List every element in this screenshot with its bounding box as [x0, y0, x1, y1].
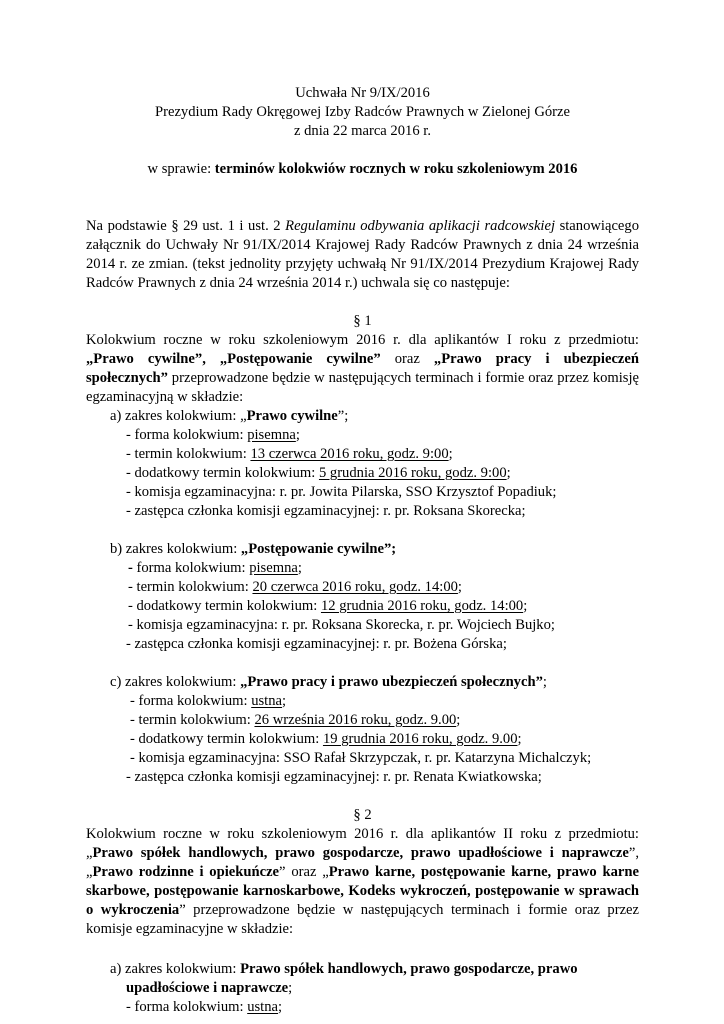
- s2a-forma-value: ustna: [247, 999, 279, 1015]
- s1-intro-part3: przeprowadzone będzie w następujących terminach i formie oraz przez komisję egzaminacyjną w składzie:: [86, 370, 639, 405]
- s1b-forma-value: pisemna: [249, 560, 298, 576]
- s1c-termin-label: - termin kolokwium:: [130, 712, 255, 728]
- s1c-dod-value: 19 grudnia 2016 roku, godz. 9.00: [322, 731, 518, 747]
- s1b-label: b) zakres kolokwium:: [110, 541, 241, 557]
- s1b-zastepca: - zastępca członka komisji egzaminacyjnej: r. pr. Bożena Górska;: [126, 636, 507, 652]
- s1c-scope: [86, 673, 639, 692]
- s1b-dod-label: - dodatkowy termin kolokwium:: [128, 598, 321, 614]
- preamble-part1: Na podstawie § 29 ust. 1 i ust. 2: [86, 218, 286, 234]
- preamble-italic: Regulaminu odbywania aplikacji radcowskiej: [285, 218, 556, 234]
- s1a-label: a) zakres kolokwium: „: [110, 408, 247, 424]
- section-1-intro: [86, 331, 639, 407]
- s2a-bold-line1: Prawo spółek handlowych, prawo gospodarcze, prawo: [240, 961, 578, 977]
- preamble: [86, 217, 639, 293]
- subject-bold: terminów kolokwiów rocznych w roku szkoleniowym 2016: [214, 161, 578, 177]
- preamble-part2: stanowiącego załącznik do Uchwały Nr 91/IX/2014 Krajowej Rady Radców Prawnych z dnia 24 września 2014 r. ze zmian. (tekst jednolity przyjęty uchwałą Nr 91/IX/2014 Prezydium Krajowej Rady Radców Prawnych z dnia 24 września 2014 r.) uchwala się co następuje:: [86, 218, 640, 291]
- section-2-item-a: [86, 960, 639, 1017]
- resolution-subject: [86, 160, 639, 179]
- s2a-scope-cont: [86, 979, 639, 998]
- resolution-date: z dnia 22 marca 2016 r.: [294, 123, 431, 139]
- s1c-forma-label: - forma kolokwium:: [130, 693, 252, 709]
- s2a-forma: [86, 998, 639, 1017]
- section-1-item-a: [86, 407, 639, 521]
- s1b-forma: - forma kolokwium: pisemna;: [128, 560, 302, 576]
- s2-intro-bold1: Prawo spółek handlowych, prawo gospodarcze, prawo upadłościowe i naprawcze: [92, 845, 629, 861]
- s1a-dodatkowy: - dodatkowy termin kolokwium: 5 grudnia 2016 roku, godz. 9:00;: [126, 465, 511, 481]
- s1a-termin: - termin kolokwium: 13 czerwca 2016 roku, godz. 9:00;: [126, 446, 453, 462]
- subject-prefix: w sprawie:: [147, 161, 215, 177]
- s1c-forma: - forma kolokwium: ustna;: [130, 693, 287, 709]
- s1c-bold: „Prawo pracy i prawo ubezpieczeń społecznych”: [240, 674, 543, 690]
- s1a-dod-value: 5 grudnia 2016 roku, godz. 9:00: [318, 465, 507, 481]
- s2-intro-bold2: Prawo rodzinne i opiekuńcze: [92, 864, 280, 880]
- s1c-termin: - termin kolokwium: 26 września 2016 roku, godz. 9.00;: [130, 712, 461, 728]
- s1b-scope: [86, 540, 639, 559]
- s2a-after: ;: [288, 980, 293, 996]
- s1c-komisja: - komisja egzaminacyjna: SSO Rafał Skrzypczak, r. pr. Katarzyna Michalczyk;: [130, 750, 592, 766]
- s1b-forma-label: forma kolokwium:: [136, 560, 250, 576]
- s1b-termin-value: 20 czerwca 2016 roku, godz. 14:00: [252, 579, 458, 595]
- s2a-label: a) zakres kolokwium:: [110, 961, 241, 977]
- s2a-forma-after: ;: [278, 999, 283, 1015]
- s1a-termin-label: - termin kolokwium:: [126, 446, 251, 462]
- issuing-body: Prezydium Rady Okręgowej Izby Radców Prawnych w Zielonej Górze: [155, 104, 570, 120]
- s1c-zastepca: - zastępca członka komisji egzaminacyjnej: r. pr. Renata Kwiatkowska;: [126, 769, 542, 785]
- s2a-scope: [86, 960, 639, 979]
- s1c-termin-value: 26 września 2016 roku, godz. 9.00: [254, 712, 457, 728]
- s1-intro-part2: oraz: [380, 351, 434, 367]
- resolution-header: [86, 84, 639, 141]
- s1c-dodatkowy: - dodatkowy termin kolokwium: 19 grudnia 2016 roku, godz. 9.00;: [130, 731, 522, 747]
- s1c-label: c) zakres kolokwium:: [110, 674, 241, 690]
- s1a-bold: Prawo cywilne: [246, 408, 338, 424]
- resolution-number: Uchwała Nr 9/IX/2016: [295, 85, 430, 101]
- s1a-dod-label: - dodatkowy termin kolokwium:: [126, 465, 319, 481]
- s2a-bold-line2: upadłościowe i naprawcze: [126, 980, 289, 996]
- s2-intro-bold3: Prawo karne, postępowanie karne, prawo karne skarbowe, postępowanie karnoskarbowe, Kodeks wykroczeń, postępowanie w sprawach o wykroczenia: [86, 864, 639, 918]
- s1a-scope: [86, 407, 639, 426]
- s1b-termin: - termin kolokwium: 20 czerwca 2016 roku, godz. 14:00;: [128, 579, 462, 595]
- section-2-intro: [86, 825, 639, 939]
- s2a-forma-label: - forma kolokwium:: [126, 999, 248, 1015]
- s1a-forma-value: pisemna: [247, 427, 296, 443]
- s1-intro-part1: Kolokwium roczne w roku szkoleniowym 2016 r. dla aplikantów I roku z przedmiotu:: [86, 332, 639, 348]
- s1a-forma-label: - forma kolokwium:: [126, 427, 248, 443]
- s1b-termin-label: - termin kolokwium:: [128, 579, 253, 595]
- s1c-forma-value: ustna: [251, 693, 283, 709]
- document-page: [86, 84, 639, 1017]
- s1b-dod-value: 12 grudnia 2016 roku, godz. 14:00: [320, 598, 524, 614]
- section-1-item-c: [86, 673, 639, 787]
- s1b-komisja: - komisja egzaminacyjna: r. pr. Roksana Skorecka, r. pr. Wojciech Bujko;: [128, 617, 555, 633]
- section-2-title: § 2: [353, 807, 372, 823]
- s1-intro-bold2: „Prawo pracy i ubezpieczeń społecznych”: [86, 351, 639, 386]
- s1b-forma-dash: -: [128, 560, 137, 576]
- s1a-after: ”;: [337, 408, 349, 424]
- s1a-forma: - forma kolokwium: pisemna;: [126, 427, 300, 443]
- s1-intro-bold1: „Prawo cywilne”, „Postępowanie cywilne”: [86, 351, 381, 367]
- s2-intro-part2: ”, „: [86, 845, 639, 880]
- s1b-dodatkowy: - dodatkowy termin kolokwium: 12 grudnia 2016 roku, godz. 14:00;: [128, 598, 528, 614]
- s1b-bold: „Postępowanie cywilne”;: [240, 541, 397, 557]
- s1a-komisja: - komisja egzaminacyjna: r. pr. Jowita Pilarska, SSO Krzysztof Popadiuk;: [126, 484, 557, 500]
- s1a-termin-value: 13 czerwca 2016 roku, godz. 9:00: [250, 446, 449, 462]
- section-1-item-b: [86, 540, 639, 654]
- s1c-after: ;: [542, 674, 547, 690]
- s1c-dod-label: - dodatkowy termin kolokwium:: [130, 731, 323, 747]
- section-1-title: § 1: [353, 313, 372, 329]
- s2-intro-part3: ” oraz „: [279, 864, 329, 880]
- s1a-zastepca: - zastępca członka komisji egzaminacyjnej: r. pr. Roksana Skorecka;: [126, 503, 526, 519]
- s2-intro-part4: ” przeprowadzone będzie w następujących terminach i formie oraz przez komisje egzaminacyjne w składzie:: [86, 902, 639, 937]
- s2-intro-part1: Kolokwium roczne w roku szkoleniowym 2016 r. dla aplikantów II roku z przedmiotu: „: [86, 826, 639, 861]
